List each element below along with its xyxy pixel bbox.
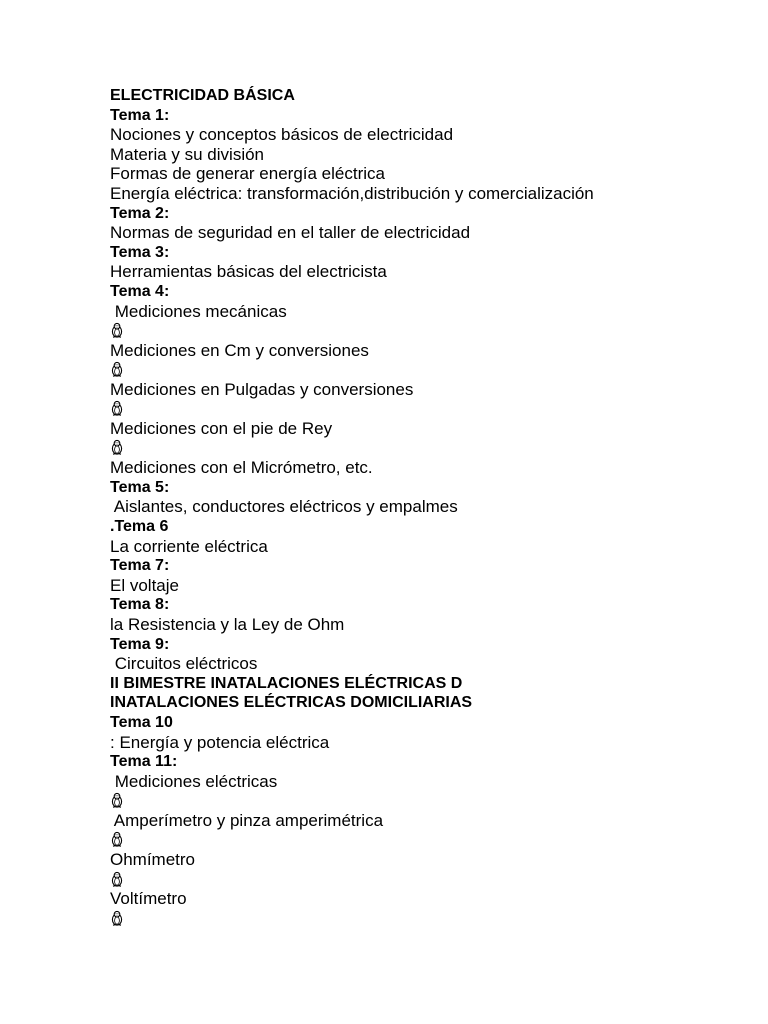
bullet-line <box>110 321 750 341</box>
topic-heading: Tema 10 <box>110 714 173 731</box>
penguin-icon <box>110 871 124 887</box>
topic-item: : Energía y potencia eléctrica <box>110 732 330 752</box>
topic-heading: Tema 8: <box>110 596 170 614</box>
penguin-icon <box>110 439 124 455</box>
topic-item: El voltaje <box>110 575 179 595</box>
topic-heading: Tema 11: <box>110 753 178 771</box>
topic-heading: Tema 3: <box>110 243 170 261</box>
penguin-icon <box>110 400 124 416</box>
bullet-line <box>110 870 750 890</box>
topic-heading: Tema 4: <box>110 282 170 300</box>
penguin-icon <box>110 831 124 847</box>
topic-item: Nociones y conceptos básicos de electricidad <box>110 125 454 145</box>
penguin-icon <box>110 322 124 338</box>
topic-heading: Tema 2: <box>110 204 170 222</box>
section-heading: II BIMESTRE INATALACIONES ELÉCTRICAS D <box>110 674 463 692</box>
penguin-icon <box>110 792 124 808</box>
topic-item: Amperímetro y pinza amperimétrica <box>110 810 384 830</box>
topic-heading: .Tema 6 <box>110 518 169 536</box>
bullet-line <box>110 791 750 811</box>
topic-heading: Tema 5: <box>110 478 170 496</box>
bullet-line <box>110 400 750 420</box>
topic-heading: Tema 7: <box>110 557 170 575</box>
topic-item: Materia y su división <box>110 144 265 164</box>
penguin-icon <box>110 910 124 926</box>
topic-item: Voltímetro <box>110 889 187 909</box>
topic-heading: Tema 1: <box>110 106 170 124</box>
section-heading: ELECTRICIDAD BÁSICA <box>110 87 295 104</box>
topic-item: Energía eléctrica: transformación,distribución y comercialización <box>110 183 594 203</box>
topic-item: Ohmímetro <box>110 850 196 870</box>
bullet-line <box>110 439 750 459</box>
topic-item: Mediciones con el pie de Rey <box>110 419 333 439</box>
bullet-line <box>110 909 750 929</box>
topic-item: La corriente eléctrica <box>110 536 268 556</box>
topic-heading: Tema 9: <box>110 635 170 653</box>
topic-item: Mediciones con el Micrómetro, etc. <box>110 458 373 478</box>
bullet-line <box>110 360 750 380</box>
topic-item: Mediciones mecánicas <box>110 301 287 321</box>
topic-item: Mediciones en Cm y conversiones <box>110 340 369 360</box>
topic-item: Circuitos eléctricos <box>110 654 258 674</box>
topic-item: Normas de seguridad en el taller de electricidad <box>110 223 471 243</box>
document-body <box>110 86 750 929</box>
topic-item: Formas de generar energía eléctrica <box>110 164 385 184</box>
topic-item: Mediciones en Pulgadas y conversiones <box>110 379 414 399</box>
penguin-icon <box>110 361 124 377</box>
topic-item: Aislantes, conductores eléctricos y empalmes <box>110 497 458 517</box>
bullet-line <box>110 831 750 851</box>
topic-item: la Resistencia y la Ley de Ohm <box>110 615 345 635</box>
topic-item: Herramientas básicas del electricista <box>110 262 387 282</box>
topic-item: Mediciones eléctricas <box>110 771 278 791</box>
section-heading: INATALACIONES ELÉCTRICAS DOMICILIARIAS <box>110 694 473 712</box>
